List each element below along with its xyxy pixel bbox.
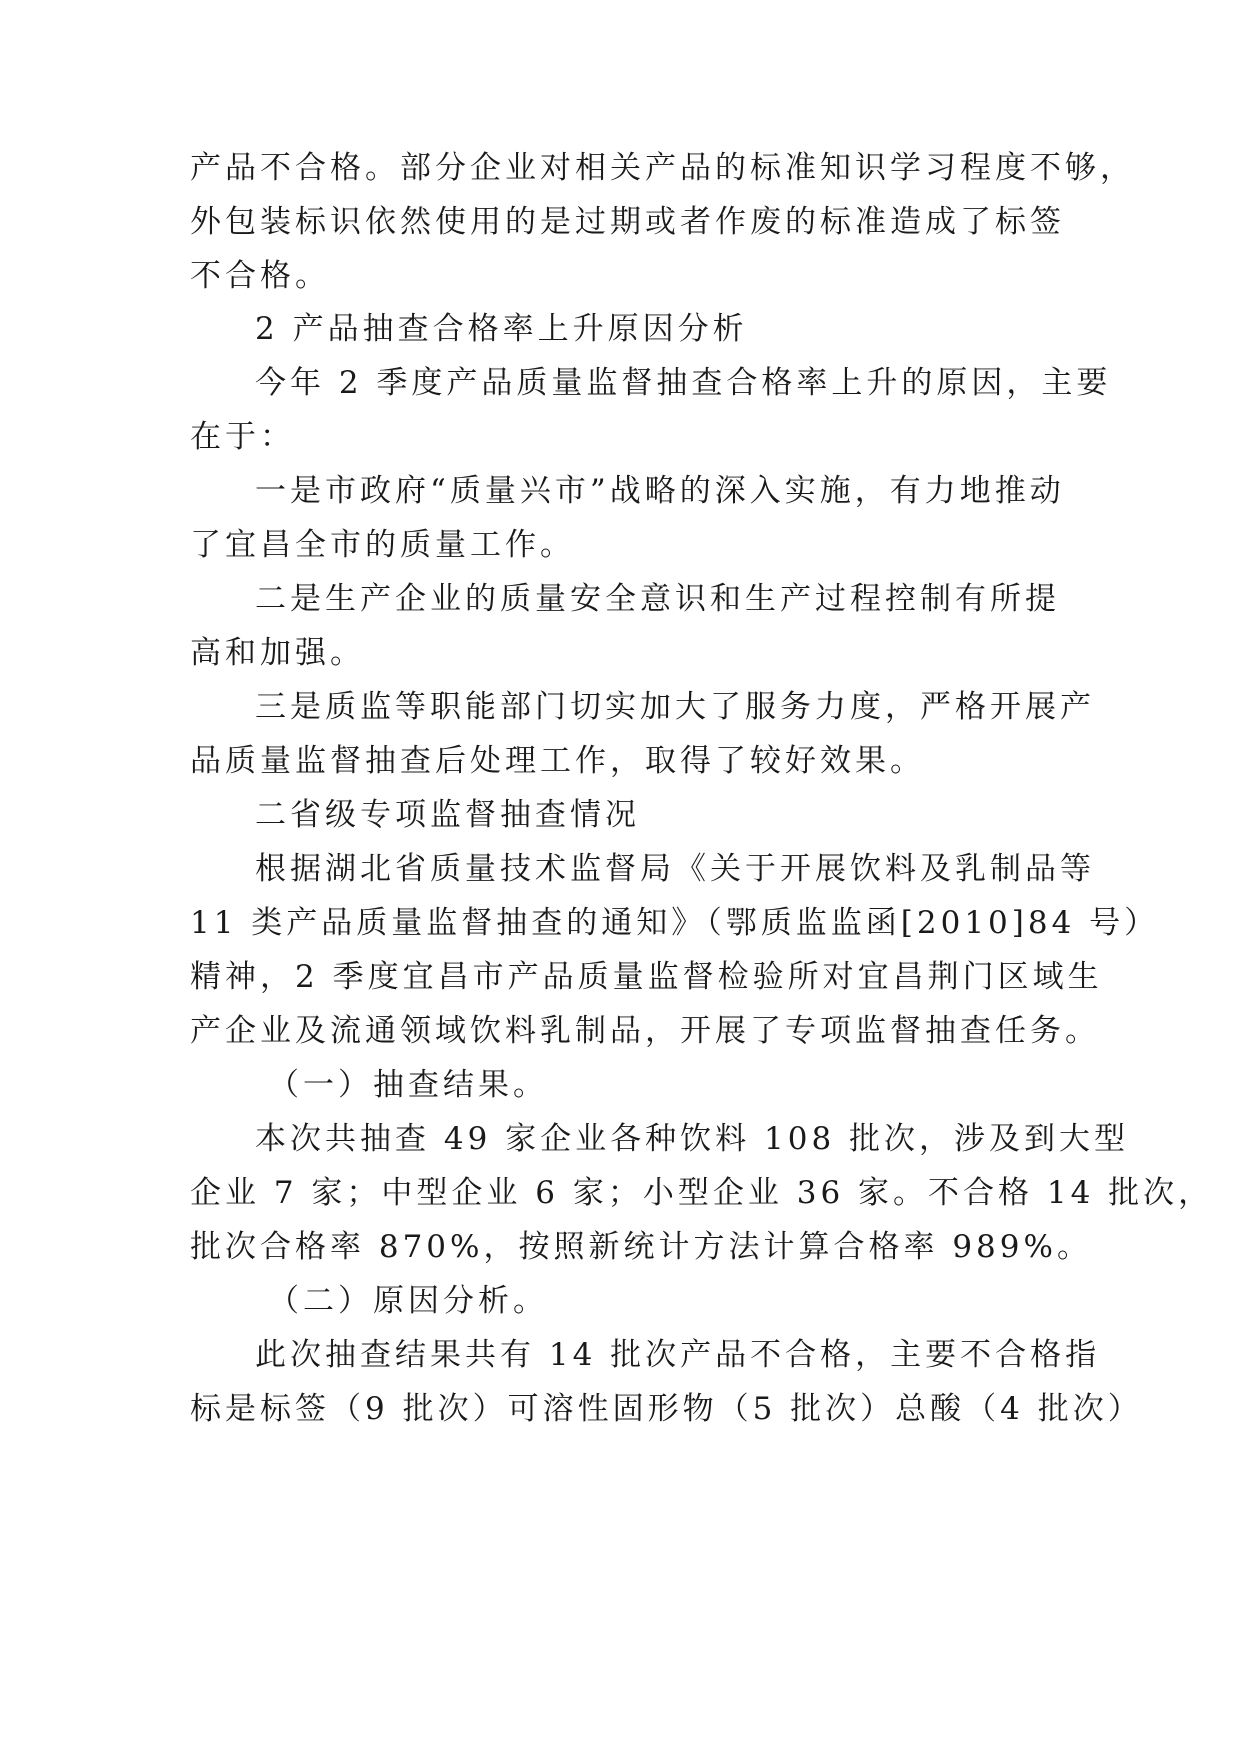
text-line: 精神，2 季度宜昌市产品质量监督检验所对宜昌荆门区域生 xyxy=(190,959,1103,995)
text-line: 11 类产品质量监督抽查的通知》（鄂质监监函[2010]84 号） xyxy=(190,905,1160,941)
text-line: 标是标签（9 批次）可溶性固形物（5 批次）总酸（4 批次） xyxy=(190,1391,1143,1427)
text-line: 二是生产企业的质量安全意识和生产过程控制有所提 xyxy=(255,581,1060,617)
subsection-heading: （二）原因分析。 xyxy=(268,1283,548,1319)
section-heading: 2 产品抽查合格率上升原因分析 xyxy=(255,311,748,347)
text-line: 了宜昌全市的质量工作。 xyxy=(190,527,575,563)
text-line: 三是质监等职能部门切实加大了服务力度，严格开展产 xyxy=(255,689,1095,725)
text-line: 批次合格率 870%，按照新统计方法计算合格率 989%。 xyxy=(190,1229,1092,1265)
text-line: 产品不合格。部分企业对相关产品的标准知识学习程度不够， xyxy=(190,150,1135,186)
text-line: 一是市政府“质量兴市”战略的深入实施，有力地推动 xyxy=(255,473,1065,509)
text-line: 产企业及流通领域饮料乳制品，开展了专项监督抽查任务。 xyxy=(190,1013,1100,1049)
text-line: 企业 7 家；中型企业 6 家；小型企业 36 家。不合格 14 批次， xyxy=(190,1175,1214,1211)
text-line: 今年 2 季度产品质量监督抽查合格率上升的原因，主要 xyxy=(255,365,1112,401)
subsection-heading: （一）抽查结果。 xyxy=(268,1067,548,1103)
text-line: 不合格。 xyxy=(190,258,330,294)
text-line: 在于： xyxy=(190,419,295,455)
section-heading: 二省级专项监督抽查情况 xyxy=(255,797,640,833)
text-line: 此次抽查结果共有 14 批次产品不合格，主要不合格指 xyxy=(255,1337,1101,1373)
text-line: 高和加强。 xyxy=(190,635,365,671)
text-line: 本次共抽查 49 家企业各种饮料 108 批次，涉及到大型 xyxy=(255,1121,1130,1157)
text-line: 根据湖北省质量技术监督局《关于开展饮料及乳制品等 xyxy=(255,851,1095,887)
text-line: 品质量监督抽查后处理工作，取得了较好效果。 xyxy=(190,743,925,779)
text-line: 外包装标识依然使用的是过期或者作废的标准造成了标签 xyxy=(190,204,1065,240)
